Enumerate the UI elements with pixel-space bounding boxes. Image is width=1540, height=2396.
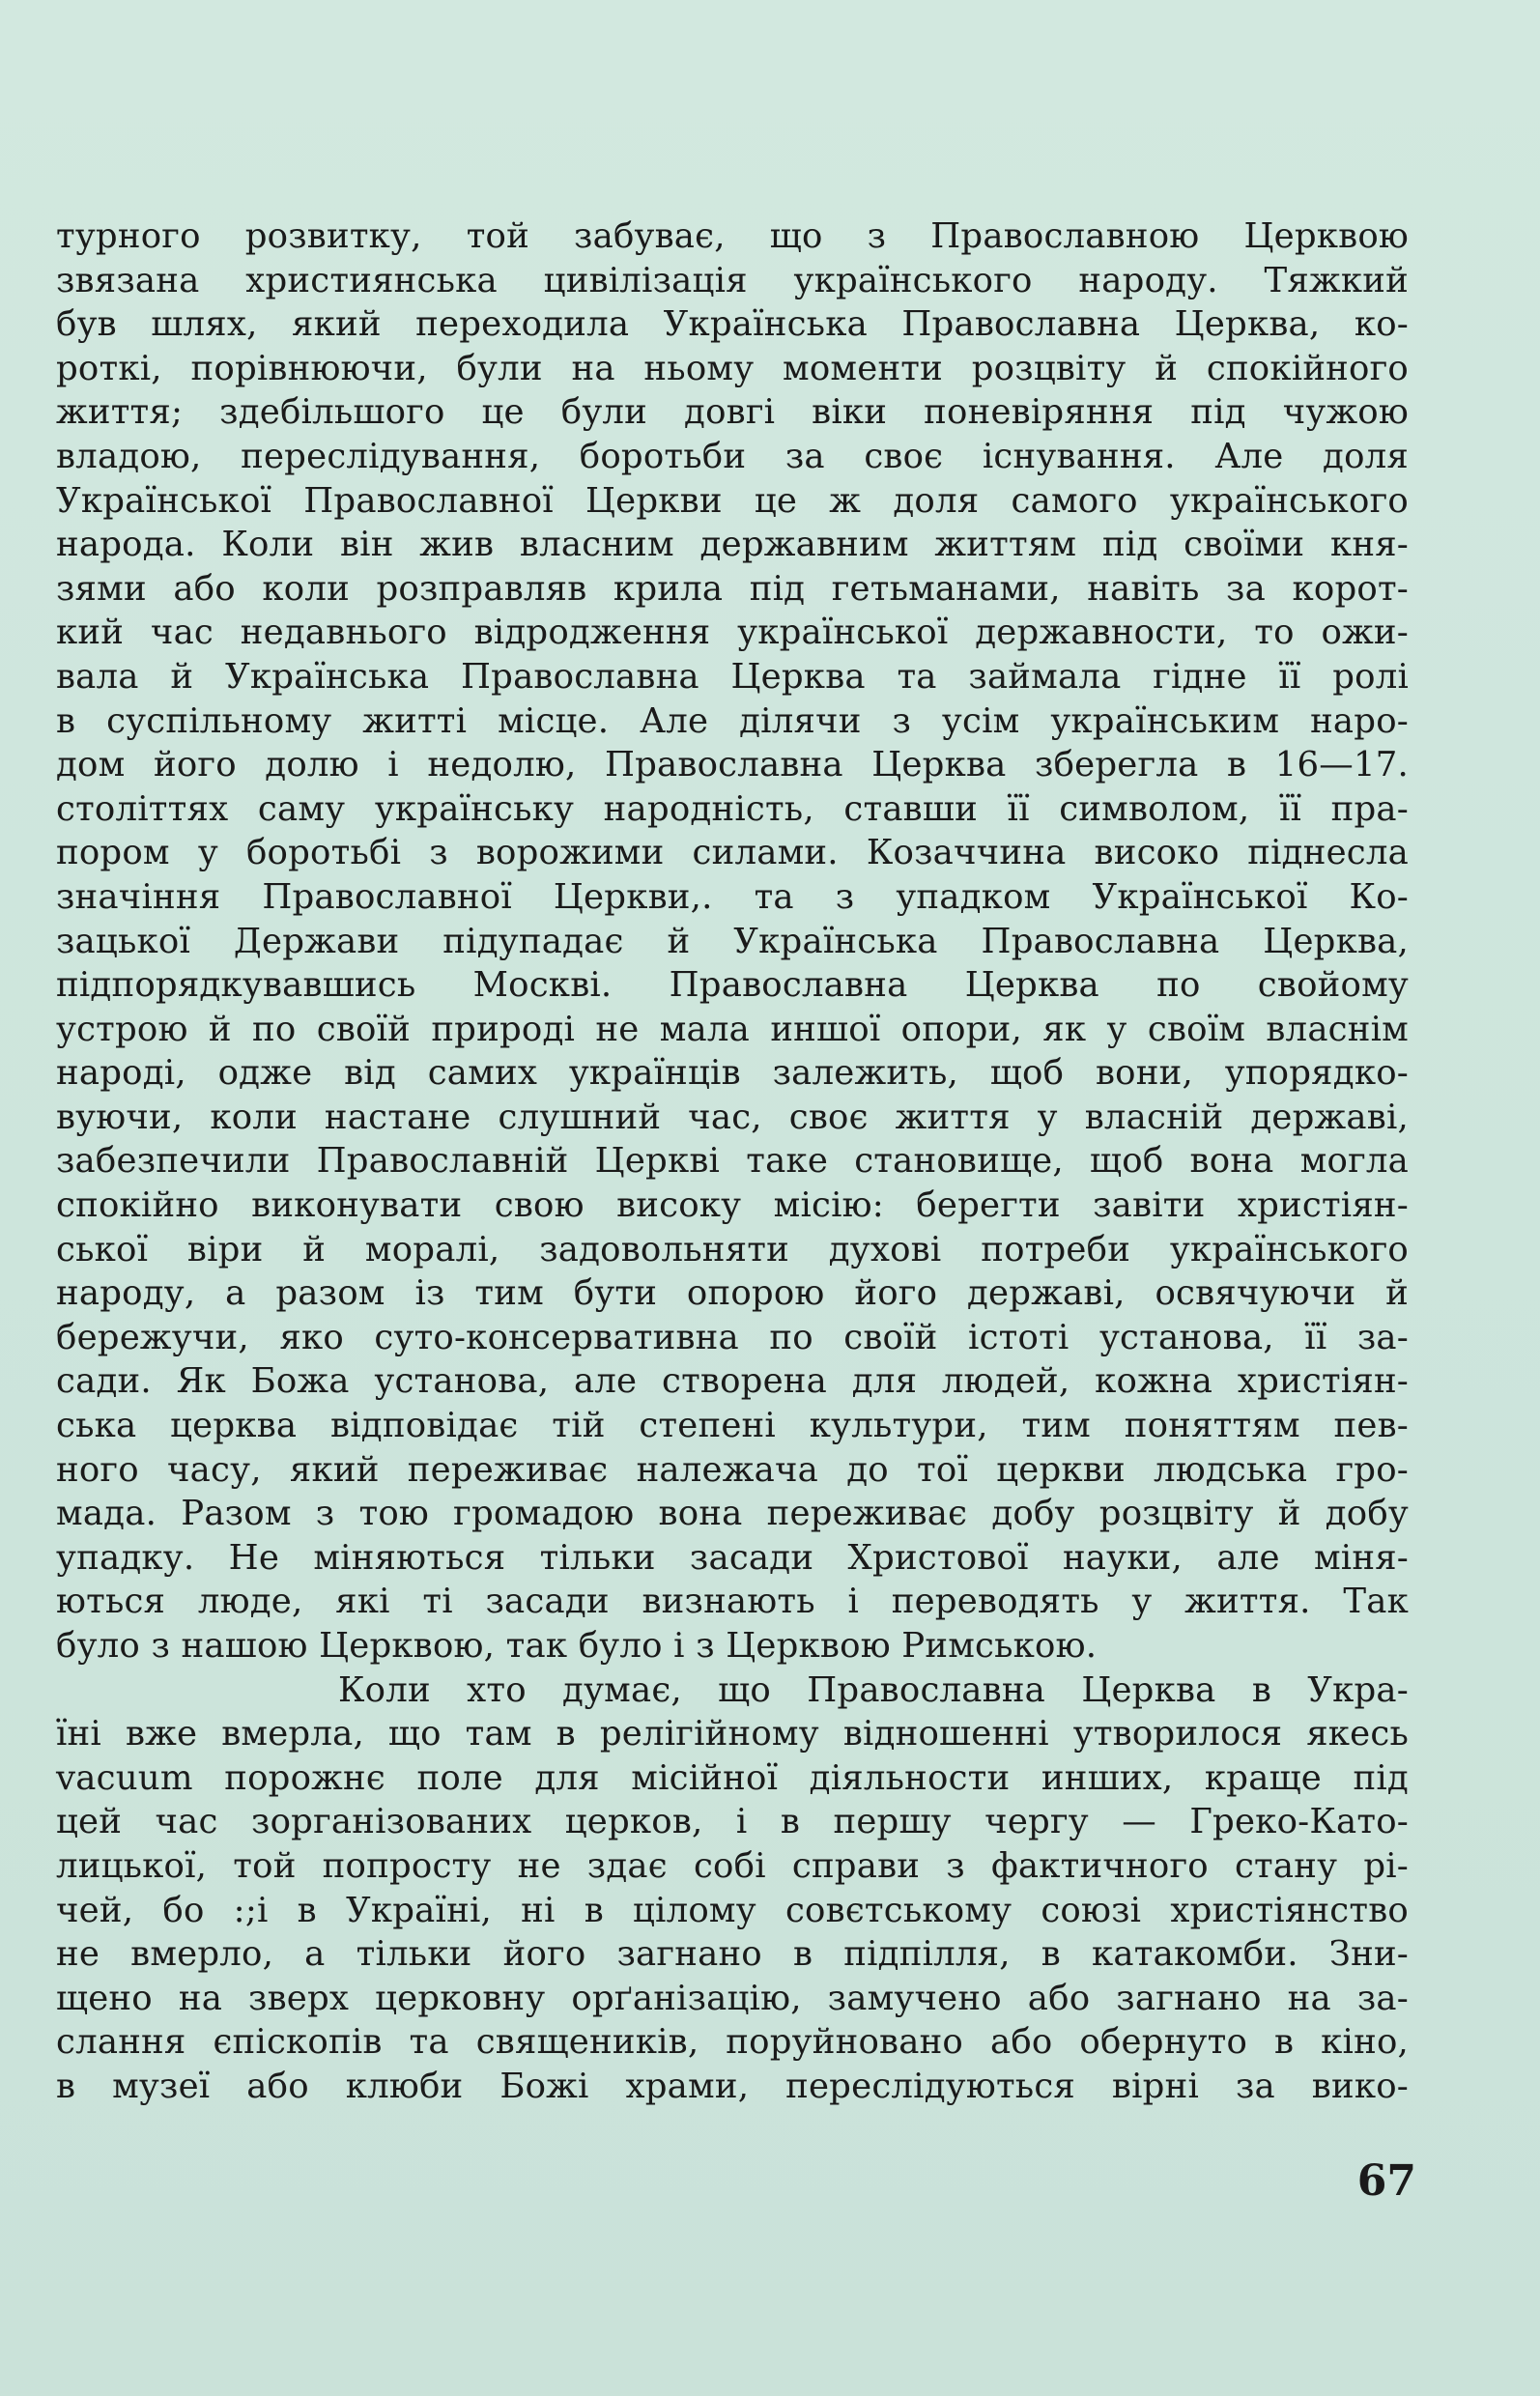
text-line: життя; здебільшого це були довгі віки поневіряння під чужою xyxy=(56,392,1409,433)
text-line: спокійно виконувати свою високу місію: берегти завіти христіян- xyxy=(56,1185,1409,1226)
paragraph-first-line: Коли хто думає, що Православна Церква в Укра- xyxy=(338,1669,1409,1710)
text-line: турного розвитку, той забуває, що з Православною Церквою xyxy=(56,216,1409,256)
text-line: слання єпіскопів та священиків, поруйновано або обернуто в кіно, xyxy=(56,2022,1409,2063)
text-line: vacuum порожнє поле для місійної діяльности инших, краще під xyxy=(56,1757,1409,1798)
text-line: пором у боротьбі з ворожими силами. Козаччина високо піднесла xyxy=(56,833,1409,873)
text-line: роткі, порівнюючи, були на ньому моменти розцвіту й спокійного xyxy=(56,348,1409,388)
text-line: народа. Коли він жив власним державним життям під своїми кня- xyxy=(56,525,1409,565)
text-line: підпорядкувавшись Москві. Православна Церква по свойому xyxy=(56,965,1409,1006)
page-number: 67 xyxy=(1356,2156,1416,2206)
text-line: ська церква відповідає тій степені культури, тим поняттям пев- xyxy=(56,1406,1409,1446)
text-line: щено на зверх церковну орґанізацію, замучено або загнано на за- xyxy=(56,1978,1409,2018)
text-line: забезпечили Православній Церкві таке становище, щоб вона могла xyxy=(56,1141,1409,1182)
text-line: народі, одже від самих українців залежить, щоб вони, упорядко- xyxy=(56,1053,1409,1094)
text-line: кий час недавнього відродження української державности, то ожи- xyxy=(56,613,1409,653)
text-line: сади. Як Божа установа, але створена для людей, кожна христіян- xyxy=(56,1361,1409,1402)
text-line: було з нашою Церквою, так було і з Церквою Римською. xyxy=(56,1626,1098,1666)
text-line: ської віри й моралі, задовольняти духові потреби українського xyxy=(56,1229,1409,1269)
text-line: ються люде, які ті засади визнають і переводять у життя. Так xyxy=(56,1582,1409,1622)
text-line: владою, переслідування, боротьби за своє існування. Але доля xyxy=(56,436,1409,476)
text-line: був шлях, який переходила Українська Православна Церква, ко- xyxy=(56,304,1409,345)
text-line: лицької, той попросту не здає собі справи з фактичного стану рі- xyxy=(56,1845,1409,1886)
text-line: устрою й по своїй природі не мала иншої опори, як у своїм власнім xyxy=(56,1009,1409,1049)
text-line: мада. Разом з тою громадою вона переживає добу розцвіту й добу xyxy=(56,1494,1409,1534)
text-line: вуючи, коли настане слушний час, своє життя у власній державі, xyxy=(56,1097,1409,1137)
text-line: Української Православної Церкви це ж доля самого українського xyxy=(56,480,1409,521)
text-line: чей, бо :;і в Україні, ні в цілому совєтському союзі христіянство xyxy=(56,1890,1409,1930)
text-line: цей час зорганізованих церков, і в першу чергу — Греко-Като- xyxy=(56,1802,1409,1842)
text-line: бережучи, яко суто-консервативна по своїй істоті установа, її за- xyxy=(56,1317,1409,1357)
text-line: народу, а разом із тим бути опорою його державі, освячуючи й xyxy=(56,1273,1409,1314)
text-line: вала й Українська Православна Церква та займала гідне її ролі xyxy=(56,656,1409,697)
text-line: століттях саму українську народність, ставши її символом, її пра- xyxy=(56,788,1409,829)
text-line: дом його долю і недолю, Православна Церква зберегла в 16—17. xyxy=(56,745,1409,785)
text-line: значіння Православної Церкви,. та з упадком Української Ко- xyxy=(56,876,1409,917)
text-line: в музеї або клюби Божі храми, переслідуються вірні за вико- xyxy=(56,2066,1409,2106)
text-line: звязана християнська цивілізація українського народу. Тяжкий xyxy=(56,260,1409,300)
text-line: їні вже вмерла, що там в релігійному відношенні утворилося якесь xyxy=(56,1714,1409,1754)
text-line: зями або коли розправляв крила під гетьманами, навіть за корот- xyxy=(56,568,1409,609)
text-line: упадку. Не міняються тільки засади Христової науки, але міня- xyxy=(56,1537,1409,1578)
body-text xyxy=(56,214,1409,2109)
text-line: ного часу, який переживає належача до тої церкви людська гро- xyxy=(56,1449,1409,1490)
text-line: не вмерло, а тільки його загнано в підпілля, в катакомби. Зни- xyxy=(56,1934,1409,1975)
text-line: зацької Держави підупадає й Українська Православна Церква, xyxy=(56,921,1409,961)
text-line: в суспільному житті місце. Але ділячи з усім українським наро- xyxy=(56,700,1409,741)
